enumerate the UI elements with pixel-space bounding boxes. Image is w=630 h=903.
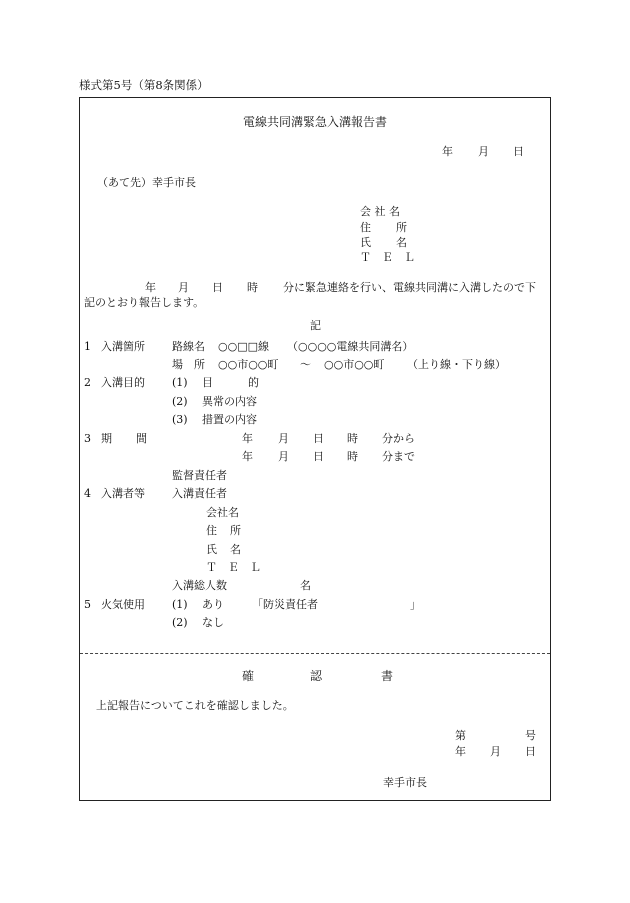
purpose-sub3-number: (3) [172, 413, 188, 426]
supervisor-label: 監督責任者 [172, 469, 227, 482]
period-from-day: 日 [313, 432, 324, 445]
item4-number: 4 [84, 487, 91, 500]
applicant-address-label-a: 住 [360, 221, 371, 234]
route-note: （○○○○電線共同溝名） [287, 340, 414, 353]
date-year-label: 年 [442, 145, 453, 158]
purpose-sub1-number: (1) [172, 376, 188, 389]
item1-number: 1 [84, 340, 91, 353]
applicant-name-label-b: 名 [396, 236, 407, 249]
intro-year: 年 [145, 281, 156, 294]
entrant-name-label-b: 名 [230, 543, 241, 556]
period-from-year: 年 [242, 432, 253, 445]
entrant-name-label-a: 氏 [206, 543, 217, 556]
cut-line-divider [80, 653, 550, 654]
responsible-person-label: 入溝責任者 [172, 487, 227, 500]
confirmation-title-2: 認 [310, 669, 323, 683]
intro-text: 分に緊急連絡を行い、電線共同溝に入溝したので下 [283, 281, 536, 294]
document-title: 電線共同溝緊急入溝報告書 [242, 115, 387, 129]
item5-number: 5 [84, 598, 91, 611]
intro-text-line2: 記のとおり報告します。 [84, 296, 205, 309]
intro-hour: 時 [247, 281, 258, 294]
applicant-tel-label: Ｔ Ｅ Ｌ [360, 251, 415, 264]
place-to: ○○市○○町 [324, 358, 385, 371]
report-form-frame [79, 97, 551, 801]
entrant-address-label-a: 住 [206, 524, 217, 537]
date-month-label: 月 [478, 145, 489, 158]
applicant-company-label: 会 社 名 [360, 205, 400, 218]
period-to-day: 日 [313, 450, 324, 463]
place-direction-note: （上り線・下り線） [407, 358, 506, 371]
item3-label-a: 期 [101, 432, 112, 445]
entrant-tel-label: Ｔ Ｅ Ｌ [206, 561, 261, 574]
fire-safety-officer-label: 「防災責任者 [252, 598, 318, 611]
place-from: ○○市○○町 [218, 358, 279, 371]
fire-option2-number: (2) [172, 616, 188, 629]
period-to-hour: 時 [347, 450, 358, 463]
period-from-month: 月 [278, 432, 289, 445]
item2-number: 2 [84, 376, 91, 389]
route-name-label: 路線名 [172, 340, 205, 353]
period-from-hour: 時 [347, 432, 358, 445]
confirmation-signer: 幸手市長 [383, 776, 427, 789]
confirmation-title-1: 確 [242, 669, 255, 683]
period-to-month: 月 [278, 450, 289, 463]
entrant-company-label: 会社名 [206, 506, 239, 519]
item4-label: 入溝者等 [101, 487, 145, 500]
purpose-sub2-number: (2) [172, 395, 188, 408]
route-name-value: ○○□□線 [218, 340, 269, 353]
purpose-sub2-label: 異常の内容 [202, 395, 257, 408]
addressee: （あて先）幸手市長 [97, 176, 196, 189]
confirmation-text: 上記報告についてこれを確認しました。 [96, 699, 294, 712]
entrant-address-label-b: 所 [230, 524, 241, 537]
total-entrants-unit: 名 [300, 579, 311, 592]
item3-number: 3 [84, 432, 91, 445]
confirmation-month: 月 [490, 745, 501, 758]
form-number-label: 様式第5号（第8条関係） [79, 78, 209, 92]
item5-label: 火気使用 [101, 598, 145, 611]
confirmation-day: 日 [525, 745, 536, 758]
place-label: 場 所 [172, 358, 205, 371]
purpose-sub3-label: 措置の内容 [202, 413, 257, 426]
purpose-sub1-label-b: 的 [248, 376, 259, 389]
fire-option1-number: (1) [172, 598, 188, 611]
fire-option2-label: なし [202, 616, 224, 629]
applicant-name-label-a: 氏 [360, 236, 371, 249]
place-tilde: ～ [300, 358, 311, 371]
fire-option1-label: あり [202, 598, 224, 611]
intro-month: 月 [178, 281, 189, 294]
item1-label: 入溝箇所 [101, 340, 145, 353]
confirmation-number-prefix: 第 [455, 729, 466, 742]
period-to-year: 年 [242, 450, 253, 463]
applicant-address-label-b: 所 [396, 221, 407, 234]
intro-day: 日 [212, 281, 223, 294]
date-day-label: 日 [513, 145, 524, 158]
period-to-suffix: 分まで [382, 450, 415, 463]
item3-label-b: 間 [136, 432, 147, 445]
ki-heading: 記 [310, 319, 321, 332]
period-from-suffix: 分から [382, 432, 415, 445]
item2-label: 入溝目的 [101, 376, 145, 389]
total-entrants-label: 入溝総人数 [172, 579, 227, 592]
fire-safety-officer-close: 」 [410, 598, 421, 611]
confirmation-year: 年 [455, 745, 466, 758]
confirmation-number-suffix: 号 [525, 729, 536, 742]
purpose-sub1-label-a: 目 [202, 376, 213, 389]
confirmation-title-3: 書 [381, 669, 394, 683]
